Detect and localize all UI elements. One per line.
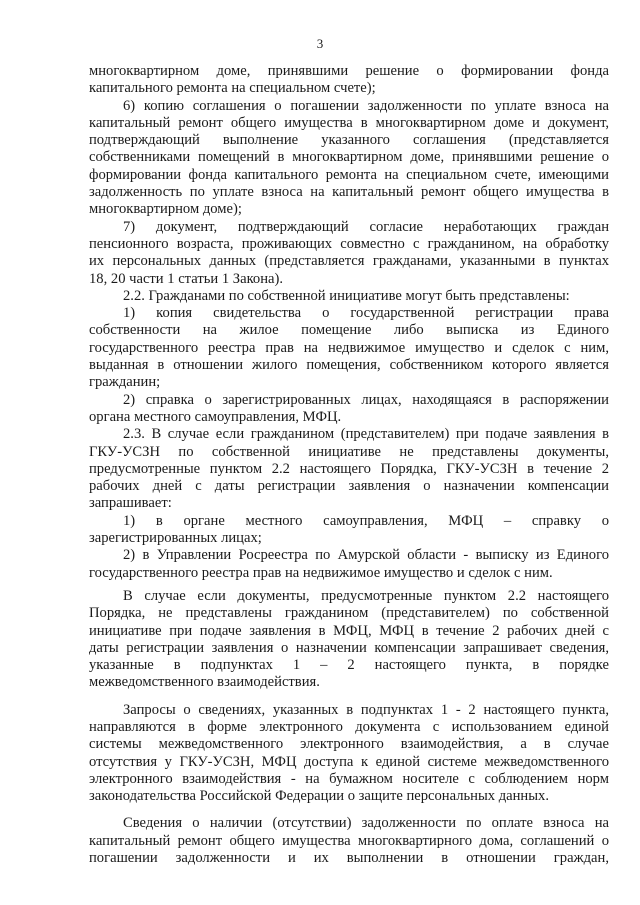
paragraph [89, 588, 609, 692]
text-line: подтверждающий выполнение указанного соглашения (представляется [89, 132, 609, 149]
text-line: зарегистрированных лицах; [89, 530, 262, 547]
document-body [89, 63, 609, 867]
text-line: выданная в отношении жилого помещения, собственником которого является [89, 357, 609, 374]
text-line: задолженность по уплате взноса на капитальный ремонт общего имущества в [89, 184, 609, 201]
paragraph [89, 547, 609, 582]
text-line: электронного взаимодействия - на бумажном носителе с соблюдением норм [89, 770, 609, 787]
text-line: формировании фонда капитального ремонта на специальном счете, имеющими [89, 166, 609, 183]
text-line: направляются в форме электронного документа с использованием единой [89, 718, 609, 735]
text-line: законодательства Российской Федерации о защите персональных данных. [89, 788, 549, 805]
text-line: 7) документ, подтверждающий согласие неработающих граждан [123, 218, 609, 235]
text-line: инициативе при подаче заявления в МФЦ, МФЦ в течение 2 рабочих дней с [89, 622, 609, 639]
text-line: 1) копия свидетельства о государственной регистрации права [123, 305, 609, 322]
text-line: капитального ремонта на специальном счете); [89, 80, 376, 97]
page-number: 3 [316, 36, 324, 51]
text-line: 1) в органе местного самоуправления, МФЦ – справку о [123, 512, 609, 529]
text-line: 2.2. Гражданами по собственной инициативе могут быть представлены: [123, 287, 570, 304]
text-line: 2) в Управлении Росреестра по Амурской области - выписку из Единого [123, 547, 609, 564]
paragraph [89, 98, 609, 219]
text-line: запрашивает: [89, 495, 172, 512]
text-line: собственниками помещений в многоквартирном доме, принявшими решение о [89, 149, 609, 166]
text-line: многоквартирном доме, принявшими решение о формировании фонда [89, 63, 609, 79]
paragraph [89, 219, 609, 288]
text-line: рабочих дней с даты регистрации заявления о назначении компенсации [89, 478, 609, 495]
text-line: 18, 20 части 1 статьи 1 Закона). [89, 270, 284, 287]
paragraph [89, 426, 609, 512]
text-line: Порядка, не представлены гражданином (представителем) по собственной [89, 605, 609, 622]
text-line: предусмотренные пунктом 2.2 настоящего Порядка, ГКУ-УСЗН в течение 2 [89, 460, 609, 477]
paragraph [89, 815, 609, 867]
text-line: ГКУ-УСЗН по собственной инициативе не представлены документы, [89, 443, 609, 460]
text-line: капитальный ремонт общего имущества многоквартирного дома, соглашений о [89, 832, 609, 849]
text-line: их персональных данных (представляется гражданами, указанными в пунктах [89, 253, 609, 270]
text-line: В случае если документы, предусмотренные пунктом 2.2 настоящего [123, 587, 609, 604]
paragraph [89, 288, 609, 305]
text-line: погашении задолженности и их выполнении в отношении граждан, [89, 850, 609, 867]
paragraph [89, 392, 609, 427]
text-line: системы межведомственного электронного взаимодействия, а в случае [89, 736, 609, 753]
text-line: государственного реестра прав на недвижимое имущество и сделок с ним, [89, 339, 609, 356]
text-line: собственности на жилое помещение либо выписка из Единого [89, 322, 609, 339]
text-line: государственного реестра прав на недвижимое имущество и сделок с ним. [89, 564, 553, 581]
text-line: Сведения о наличии (отсутствии) задолженности по оплате взноса на [123, 815, 609, 832]
paragraph [89, 513, 609, 548]
paragraph [89, 305, 609, 391]
paragraph [89, 702, 609, 806]
text-line: капитальный ремонт общего имущества в многоквартирном доме и документ, [89, 114, 609, 131]
text-line: 2.3. В случае если гражданином (представителем) при подаче заявления в [123, 426, 609, 443]
text-line: Запросы о сведениях, указанных в подпунктах 1 - 2 настоящего пункта, [123, 701, 609, 718]
text-line: пенсионного возраста, проживающих совместно с гражданином, на обработку [89, 235, 609, 252]
text-line: указанные в подпунктах 1 – 2 настоящего пункта, в порядке [89, 657, 609, 674]
text-line: органа местного самоуправления, МФЦ. [89, 408, 342, 425]
text-line: гражданин; [89, 374, 161, 391]
paragraph [89, 63, 609, 98]
text-line: 6) копию соглашения о погашении задолженности по уплате взноса на [123, 97, 609, 114]
text-line: многоквартирном доме); [89, 201, 242, 218]
text-line: 2) справка о зарегистрированных лицах, находящаяся в распоряжении [123, 391, 609, 408]
text-line: межведомственного взаимодействия. [89, 674, 320, 691]
text-line: даты регистрации заявления о назначении компенсации запрашивает сведения, [89, 639, 609, 656]
text-line: отсутствия у ГКУ-УСЗН, МФЦ доступа к единой системе межведомственного [89, 753, 609, 770]
